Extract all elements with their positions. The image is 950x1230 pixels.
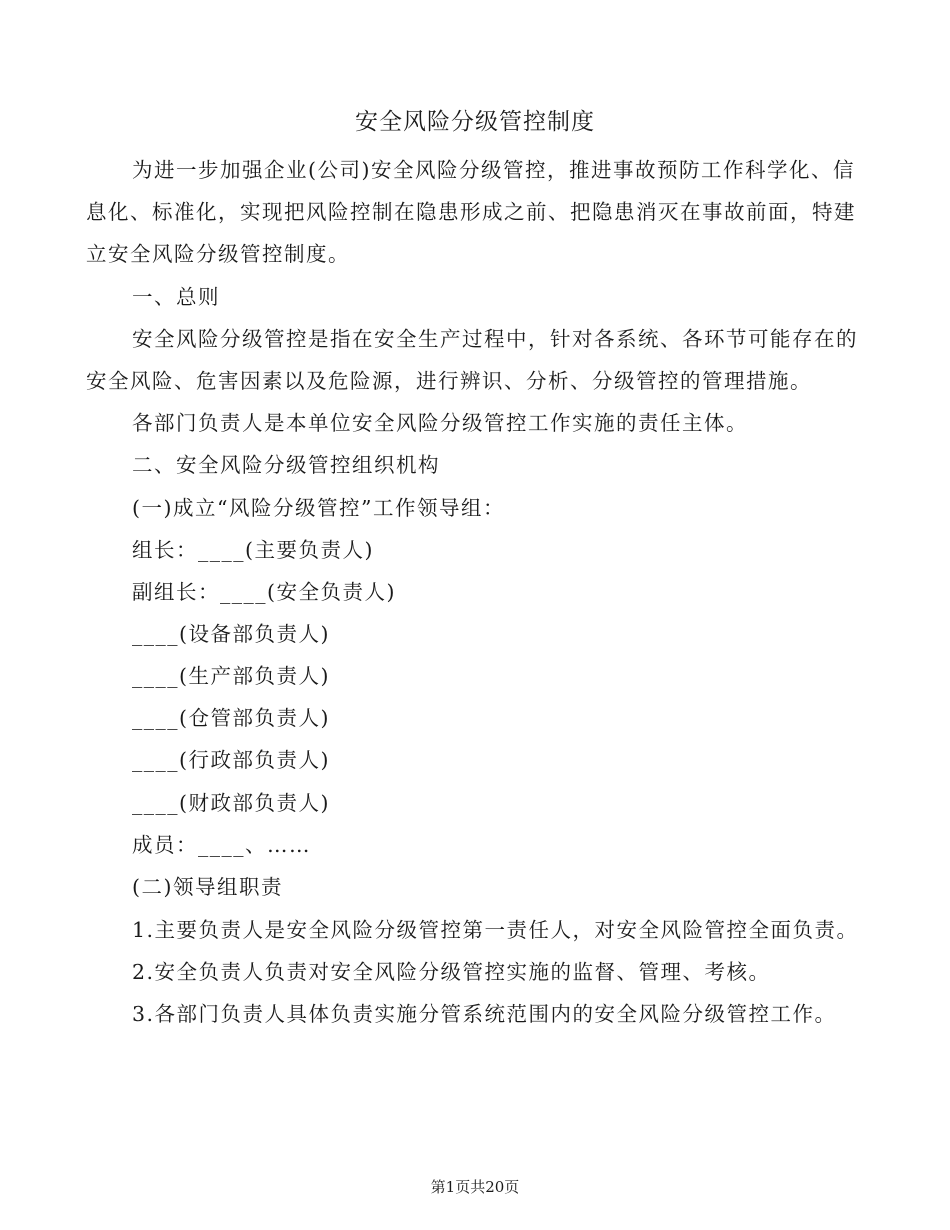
section-heading: 二、安全风险分级管控组织机构	[132, 453, 440, 477]
list-item: ____(行政部负责人)	[132, 748, 330, 772]
document-title: 安全风险分级管控制度	[355, 109, 595, 135]
list-item: 3.各部门负责人具体负责实施分管系统范围内的安全风险分级管控工作。	[132, 1002, 837, 1026]
list-item: ____(生产部负责人)	[132, 664, 330, 688]
list-item: 副组长：____(安全负责人)	[132, 580, 396, 604]
subsection-heading: (二)领导组职责	[132, 875, 283, 899]
list-item: 1.主要负责人是安全风险分级管控第一责任人，对安全风险管控全面负责。	[132, 918, 859, 942]
list-item: ____(仓管部负责人)	[132, 706, 330, 730]
list-item: 组长：____(主要负责人)	[132, 538, 374, 562]
paragraph-line: 为进一步加强企业(公司)安全风险分级管控，推进事故预防工作科学化、信	[132, 158, 855, 182]
paragraph-line: 立安全风险分级管控制度。	[86, 242, 350, 266]
list-item: 2.安全负责人负责对安全风险分级管控实施的监督、管理、考核。	[132, 960, 771, 984]
section-heading: 一、总则	[132, 285, 220, 309]
list-item: ____(财政部负责人)	[132, 791, 330, 815]
paragraph-line: 息化、标准化，实现把风险控制在隐患形成之前、把隐患消灭在事故前面，特建	[86, 200, 856, 224]
paragraph-line: 安全风险分级管控是指在安全生产过程中，针对各系统、各环节可能存在的	[132, 327, 858, 351]
subsection-heading: (一)成立“风险分级管控”工作领导组：	[132, 496, 505, 520]
page-number-footer: 第1页共20页	[430, 1178, 520, 1196]
paragraph-line: 各部门负责人是本单位安全风险分级管控工作实施的责任主体。	[132, 411, 748, 435]
paragraph-line: 安全风险、危害因素以及危险源，进行辨识、分析、分级管控的管理措施。	[86, 369, 812, 393]
list-item: 成员：____、……	[132, 833, 311, 857]
list-item: ____(设备部负责人)	[132, 622, 330, 646]
